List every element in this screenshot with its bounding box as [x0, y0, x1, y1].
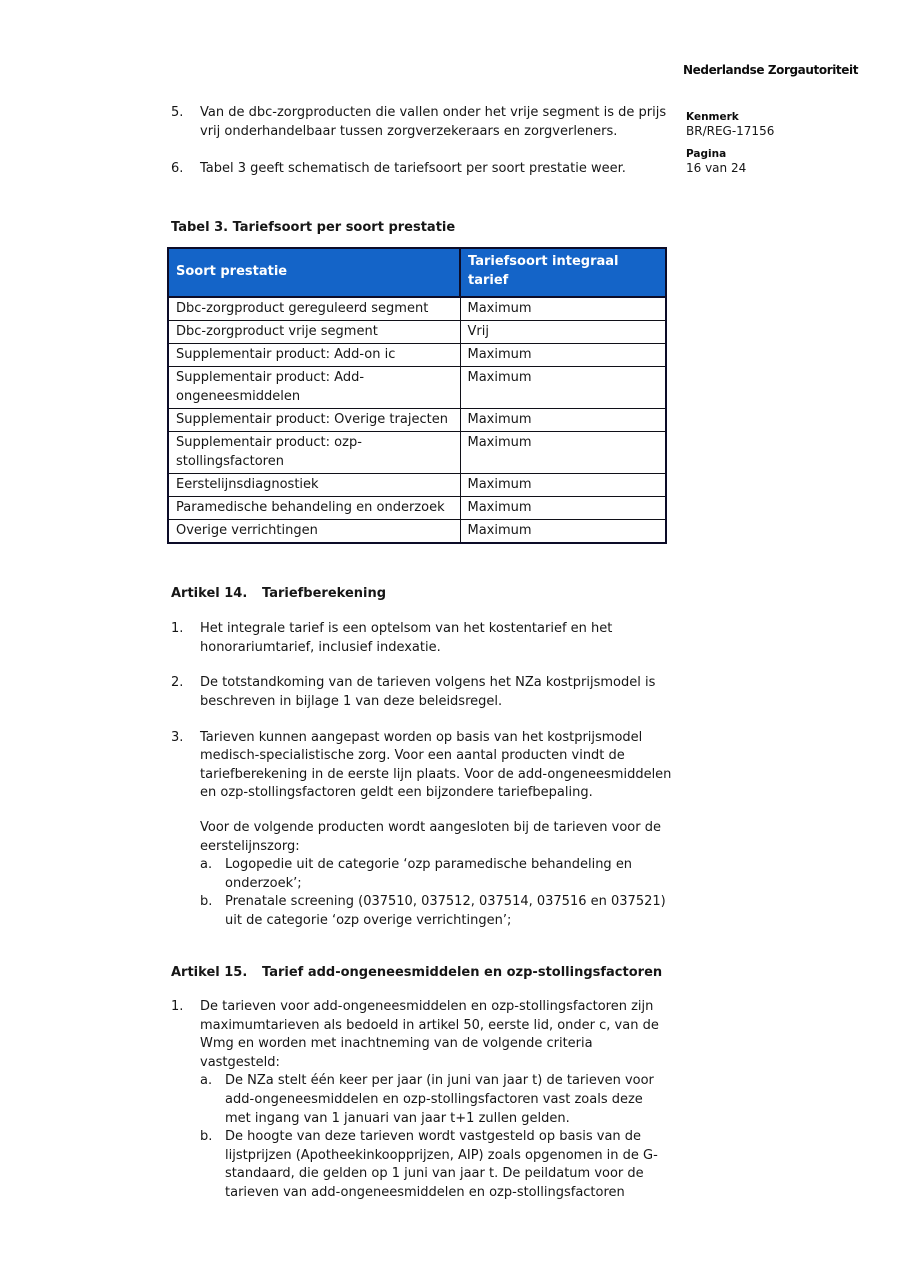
list-item-number: 2. [171, 675, 184, 691]
table-cell: Supplementair product: ozp-stollingsfactoren [168, 431, 460, 473]
list-item-text: Tabel 3 geeft schematisch de tariefsoort per soort prestatie weer. [200, 161, 626, 177]
organization-logo-text: Nederlandse Zorgautoriteit [683, 63, 859, 77]
list-item-number: 1. [171, 999, 184, 1015]
list-item-number: a. [200, 857, 213, 873]
table-row [168, 343, 666, 366]
table-header-tariefsoort: Tariefsoort integraal tarief [460, 248, 666, 296]
list-item-text: Tarieven kunnen aangepast worden op basis van het kostprijsmodel medisch-specialistische zorg. Voor een aantal producten vindt de tariefberekening in de eerste lijn plaats. Voor de add-ongeneesmiddelen en ozp-stollingsfactoren geldt een bijzondere tariefbepaling. [200, 729, 672, 801]
list-item [171, 998, 672, 1072]
table-row [168, 408, 666, 431]
artikel-14-title: Tariefberekening [262, 585, 387, 601]
table-cell: Maximum [460, 496, 666, 519]
artikel-15-heading [171, 964, 672, 983]
intro-numbered-list [171, 104, 672, 179]
list-item [200, 1072, 672, 1128]
table-row [168, 473, 666, 496]
pagina-label: Pagina [686, 148, 727, 160]
table-cell: Maximum [460, 343, 666, 366]
list-item-number: b. [200, 1129, 213, 1145]
artikel-15-title: Tarief add-ongeneesmiddelen en ozp-stollingsfactoren [262, 965, 663, 981]
list-item [171, 729, 672, 803]
table-cell: Overige verrichtingen [168, 519, 460, 543]
artikel-15-numbered-list [171, 998, 672, 1072]
artikel-15-label: Artikel 15. [171, 965, 248, 981]
list-item [171, 620, 672, 657]
table-row [168, 496, 666, 519]
table-cell: Eerstelijnsdiagnostiek [168, 473, 460, 496]
list-item [200, 893, 672, 930]
tariff-table [167, 247, 667, 543]
table-cell: Vrij [460, 320, 666, 343]
document-body [171, 104, 672, 1203]
list-item-text: De totstandkoming van de tarieven volgens het NZa kostprijsmodel is beschreven in bijlage 1 van deze beleidsregel. [200, 675, 656, 709]
table-cell: Supplementair product: Overige trajecten [168, 408, 460, 431]
table-cell: Maximum [460, 519, 666, 543]
list-item-number: b. [200, 894, 213, 910]
table-cell: Maximum [460, 473, 666, 496]
pagina-value: 16 van 24 [686, 161, 747, 175]
list-item [171, 160, 672, 179]
table-row [168, 431, 666, 473]
kenmerk-value: BR/REG-17156 [686, 124, 775, 138]
artikel-14-continuation: Voor de volgende producten wordt aangesloten bij de tarieven voor de eerstelijnszorg: [200, 819, 661, 854]
table-cell: Paramedische behandeling en onderzoek [168, 496, 460, 519]
table-cell: Supplementair product: Add-on ic [168, 343, 460, 366]
table-cell: Maximum [460, 297, 666, 321]
list-item [171, 104, 672, 141]
list-item-number: 1. [171, 621, 184, 637]
table-cell: Dbc-zorgproduct gereguleerd segment [168, 297, 460, 321]
table-header-soort-prestatie: Soort prestatie [168, 248, 460, 296]
table-title: Tabel 3. Tariefsoort per soort prestatie [171, 219, 456, 235]
table-cell: Maximum [460, 408, 666, 431]
table-row [168, 366, 666, 408]
list-item [200, 1128, 672, 1202]
list-item-text: Prenatale screening (037510, 037512, 037514, 037516 en 037521) uit de categorie ‘ozp overige verrichtingen’; [225, 894, 666, 928]
list-item [200, 856, 672, 893]
list-item-text: De hoogte van deze tarieven wordt vastgesteld op basis van de lijstprijzen (Apotheekinkoopprijzen, AIP) zoals opgenomen in de G-standaard, die gelden op 1 juni van jaar t. De peildatum voor de tarieven van add-ongeneesmiddelen en ozp-stollingsfactoren [225, 1129, 658, 1200]
kenmerk-label: Kenmerk [686, 111, 739, 123]
list-item-text: Van de dbc-zorgproducten die vallen onder het vrije segment is de prijs vrij onderhandelbaar tussen zorgverzekeraars en zorgverleners. [200, 105, 667, 139]
list-item-text: De tarieven voor add-ongeneesmiddelen en ozp-stollingsfactoren zijn maximumtarieven als bedoeld in artikel 50, eerste lid, onder c, van de Wmg en worden met inachtneming van de volgende criteria vastgesteld: [200, 999, 659, 1070]
list-item-text: Het integrale tarief is een optelsom van het kostentarief en het honorariumtarief, inclusief indexatie. [200, 621, 613, 655]
list-item-number: 3. [171, 729, 184, 745]
table-row [168, 320, 666, 343]
artikel-14-sub-list [200, 856, 672, 930]
table-cell: Maximum [460, 431, 666, 473]
artikel-15-sub-list [200, 1072, 672, 1202]
artikel-14-label: Artikel 14. [171, 585, 248, 601]
table-header-row [168, 248, 666, 296]
list-item-text: Logopedie uit de categorie ‘ozp paramedische behandeling en onderzoek’; [225, 857, 633, 891]
list-item [171, 674, 672, 711]
document-meta [686, 111, 826, 185]
table-cell: Maximum [460, 366, 666, 408]
list-item-number: 5. [171, 105, 184, 120]
list-item-number: 6. [171, 161, 184, 177]
artikel-14-numbered-list [171, 620, 672, 803]
table-cell: Supplementair product: Add-ongeneesmiddelen [168, 366, 460, 408]
table-row [168, 519, 666, 543]
list-item-text: De NZa stelt één keer per jaar (in juni van jaar t) de tarieven voor add-ongeneesmiddelen en ozp-stollingsfactoren vast zoals deze met ingang van 1 januari van jaar t+1 zullen gelden. [225, 1073, 654, 1126]
table-row [168, 297, 666, 321]
list-item-number: a. [200, 1073, 213, 1089]
table-cell: Dbc-zorgproduct vrije segment [168, 320, 460, 343]
artikel-14-heading [171, 585, 672, 604]
